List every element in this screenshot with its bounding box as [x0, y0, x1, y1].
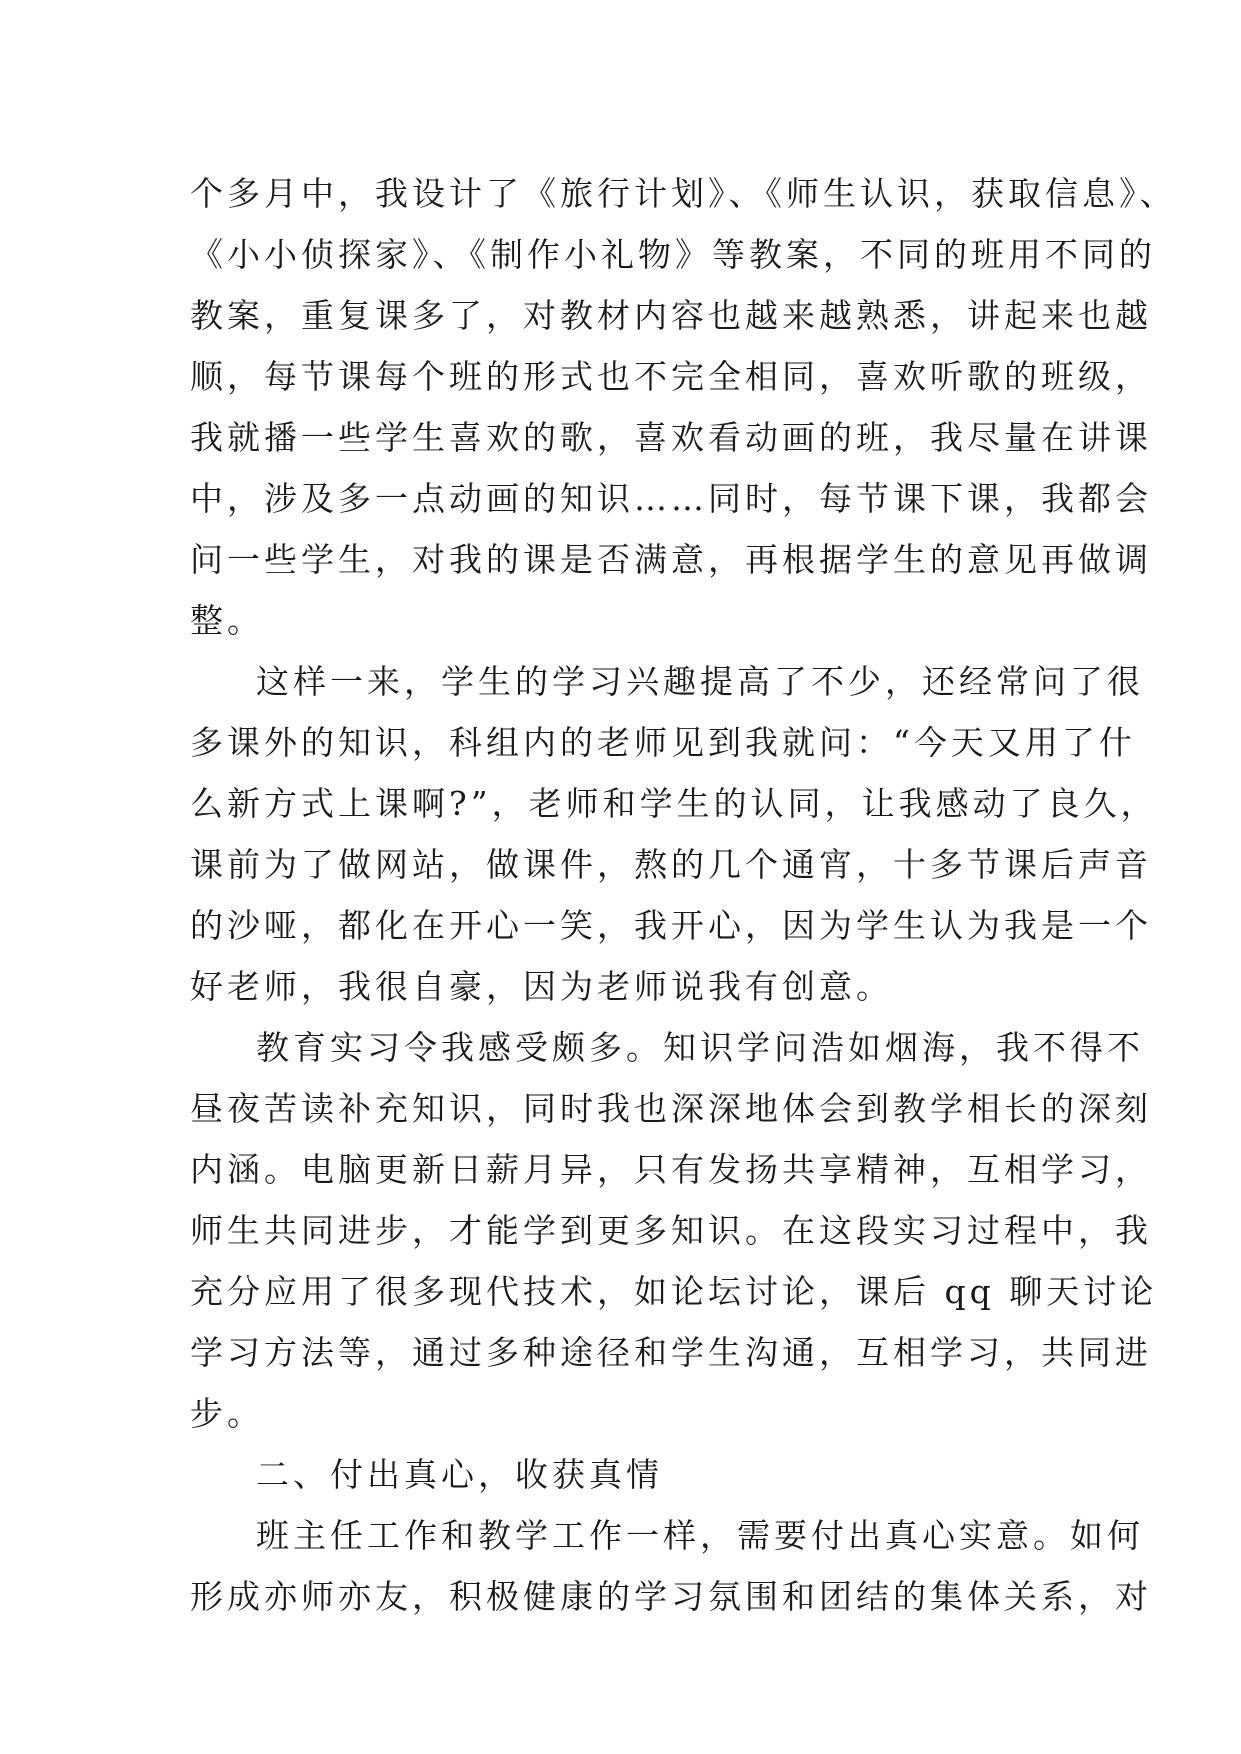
text-line: 形成亦师亦友，积极健康的学习氛围和团结的集体关系，对: [190, 1577, 1152, 1616]
text-line: 《小小侦探家》、《制作小礼物》等教案，不同的班用不同的: [190, 235, 1156, 274]
text-line: 班主任工作和教学工作一样，需要付出真心实意。如何: [256, 1516, 1144, 1555]
text-line: 昼夜苦读补充知识，同时我也深深地体会到教学相长的深刻: [190, 1089, 1152, 1128]
text-line: 教案，重复课多了，对教材内容也越来越熟悉，讲起来也越: [190, 296, 1152, 335]
text-line: 中，涉及多一点动画的知识……同时，每节课下课，我都会: [190, 479, 1152, 518]
text-line: 好老师，我很自豪，因为老师说我有创意。: [190, 967, 893, 1006]
text-line: 个多月中，我设计了《旅行计划》、《师生认识，获取信息》、: [190, 174, 1177, 213]
document-body: [190, 163, 1177, 1627]
text-line: 我就播一些学生喜欢的歌，喜欢看动画的班，我尽量在讲课: [190, 418, 1152, 457]
text-line: 么新方式上课啊?”，老师和学生的认同，让我感动了良久，: [190, 784, 1158, 823]
text-line: 内涵。电脑更新日薪月异，只有发扬共享精神，互相学习，: [190, 1150, 1152, 1189]
text-line: 充分应用了很多现代技术，如论坛讨论，课后 qq 聊天讨论: [190, 1272, 1158, 1311]
text-line: 学习方法等，通过多种途径和学生沟通，互相学习，共同进: [190, 1333, 1152, 1372]
text-line: 步。: [190, 1394, 264, 1433]
text-line: 问一些学生，对我的课是否满意，再根据学生的意见再做调: [190, 540, 1152, 579]
text-line: 课前为了做网站，做课件，熬的几个通宵，十多节课后声音: [190, 845, 1152, 884]
text-line: 二、付出真心，收获真情: [256, 1455, 663, 1494]
text-line: 多课外的知识，科组内的老师见到我就问：“今天又用了什: [190, 723, 1136, 762]
text-line: 师生共同进步，才能学到更多知识。在这段实习过程中，我: [190, 1211, 1152, 1250]
text-line: 顺，每节课每个班的形式也不完全相同，喜欢听歌的班级，: [190, 357, 1152, 396]
text-line: 教育实习令我感受颇多。知识学问浩如烟海，我不得不: [256, 1028, 1144, 1067]
text-line: 这样一来，学生的学习兴趣提高了不少，还经常问了很: [256, 662, 1144, 701]
text-line: 整。: [190, 601, 264, 640]
text-line: 的沙哑，都化在开心一笑，我开心，因为学生认为我是一个: [190, 906, 1152, 945]
